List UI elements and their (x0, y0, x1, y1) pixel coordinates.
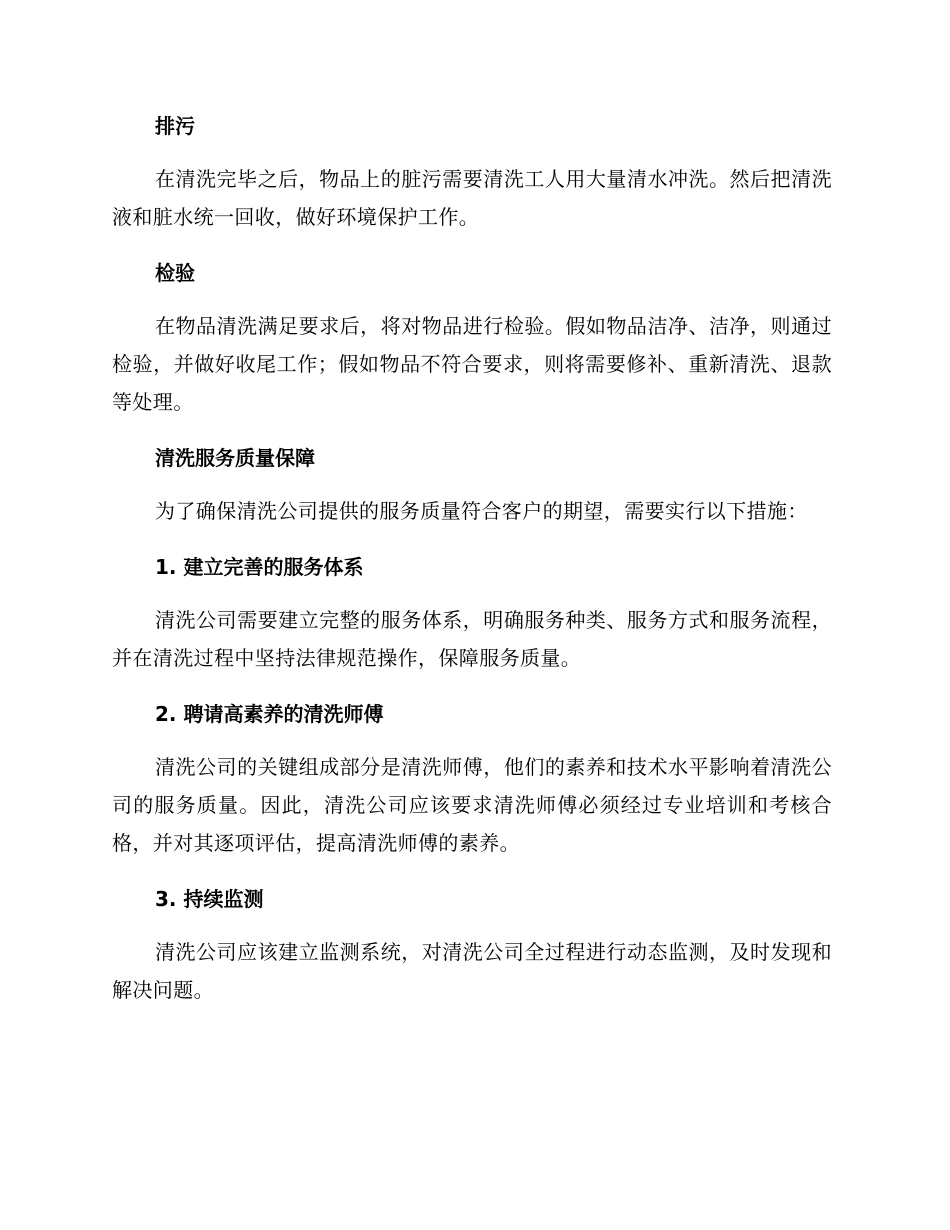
section-heading-monitoring: 3. 持续监测 (155, 887, 264, 911)
section-paragraph-service-system: 清洗公司需要建立完整的服务体系，明确服务种类、服务方式和服务流程，并在清洗过程中坚持法律规范操作，保障服务质量。 (112, 608, 832, 670)
section-heading-qualified-staff: 2. 聘请高素养的清洗师傅 (155, 702, 384, 726)
section-heading-inspection: 检验 (155, 261, 195, 285)
section-heading-quality-assurance: 清洗服务质量保障 (155, 446, 315, 470)
section-paragraph-discharge: 在清洗完毕之后，物品上的脏污需要清洗工人用大量清水冲洗。然后把清洗液和脏水统一回收，做好环境保护工作。 (112, 167, 832, 229)
section-heading-service-system: 1. 建立完善的服务体系 (155, 555, 364, 579)
section-paragraph-monitoring: 清洗公司应该建立监测系统，对清洗公司全过程进行动态监测，及时发现和解决问题。 (112, 940, 832, 1002)
document-body (112, 108, 832, 1009)
section-paragraph-inspection: 在物品清洗满足要求后，将对物品进行检验。假如物品洁净、洁净，则通过检验，并做好收尾工作；假如物品不符合要求，则将需要修补、重新清洗、退款等处理。 (112, 314, 832, 414)
section-paragraph-quality-assurance: 为了确保清洗公司提供的服务质量符合客户的期望，需要实行以下措施： (155, 499, 808, 523)
section-heading-discharge: 排污 (155, 114, 195, 138)
section-paragraph-qualified-staff: 清洗公司的关键组成部分是清洗师傅，他们的素养和技术水平影响着清洗公司的服务质量。因此，清洗公司应该要求清洗师傅必须经过专业培训和考核合格，并对其逐项评估，提高清洗师傅的素养。 (112, 755, 832, 855)
